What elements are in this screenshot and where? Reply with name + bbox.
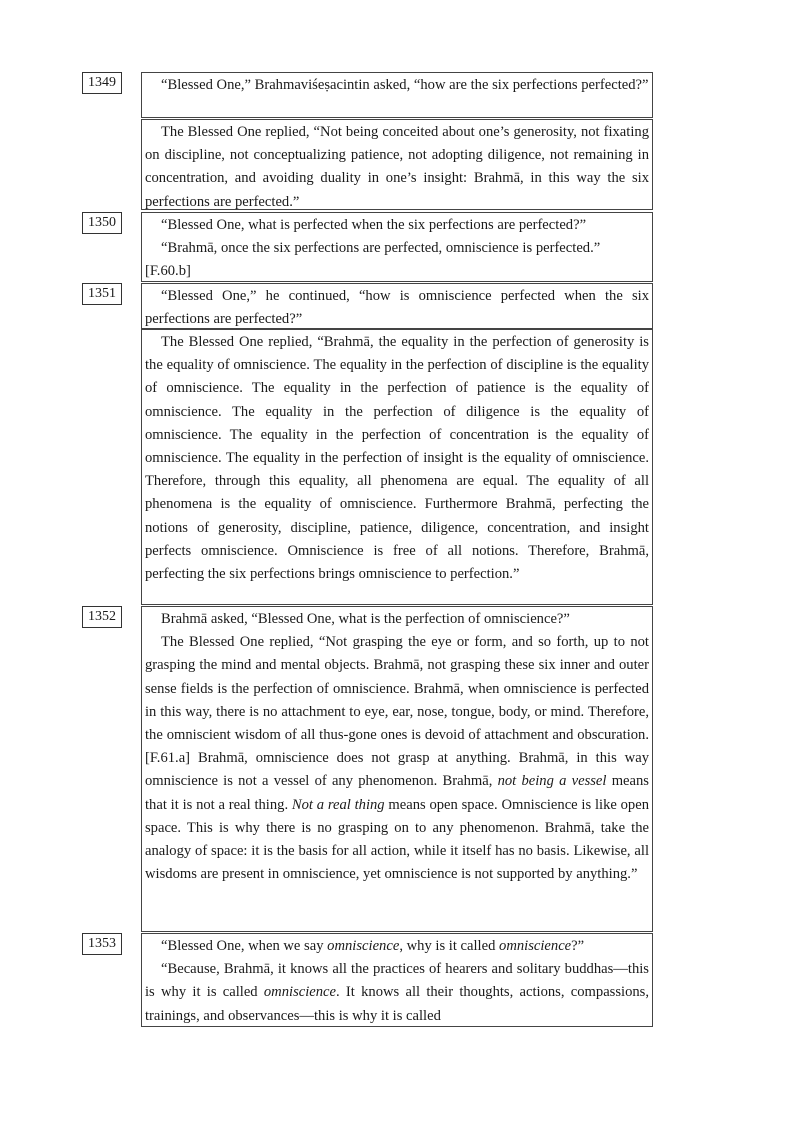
verse-paragraph: The Blessed One replied, “Not being conceited about one’s generosity, not fixating on discipline, not conceptualizing patience, not adopting diligence, not remaining in concentration, and avoiding duality in one’s insight: Brahmā, in this way the six perfections are perfected.”: [145, 124, 649, 210]
emphasis: omniscience: [263, 984, 337, 1001]
verse-block: [141, 72, 653, 118]
verse-number: 1353: [82, 933, 122, 955]
verse-number: 1350: [82, 212, 122, 234]
verse-block: [141, 606, 653, 932]
emphasis: omniscience: [327, 938, 400, 954]
emphasis: not being a vessel: [497, 773, 607, 790]
verse-paragraph: “Brahmā, once the six perfections are perfected, omniscience is perfected.”: [161, 240, 601, 257]
verse-block: [141, 119, 653, 210]
verse-block: [141, 329, 653, 605]
emphasis: Not a real thing: [291, 796, 385, 813]
verse-block: [141, 933, 653, 1027]
emphasis: omniscience: [499, 938, 572, 954]
verse-paragraph: “Blessed One, when we say omniscience, why is it called omniscience?”: [161, 938, 585, 954]
verse-paragraph: “Blessed One,” he continued, “how is omniscience perfected when the six perfections are perfected?”: [145, 288, 649, 328]
folio-marker: [F.60.b]: [145, 263, 191, 280]
verse-paragraph: “Blessed One,” Brahmaviśeṣacintin asked, “how are the six perfections perfected?”: [161, 77, 649, 93]
verse-block: [141, 212, 653, 282]
verse-number: 1349: [82, 72, 122, 94]
verse-block: [141, 283, 653, 329]
verse-number: 1351: [82, 283, 122, 305]
verse-paragraph: “Blessed One, what is perfected when the six perfections are perfected?”: [161, 217, 587, 233]
verse-paragraph: The Blessed One replied, “Not grasping the eye or form, and so forth, up to not grasping the mind and mental objects. Brahmā, not grasping these six inner and outer sense fields is the perfection of omniscience. Brahmā, when omniscience is perfected in this way, there is no attachment to eye, ear, nose, tongue, body, or mind. Therefore, the omniscient wisdom of all thus-gone ones is devoid of attachment and obscuration. [F.61.a] Brahmā, omniscience does not grasp at anything. Brahmā, in this way omniscience is not a vessel of any phenomenon. Brahmā, not being a vessel means that it is not a real thing. Not a real thing means open space. Omniscience is like open space. This is why there is no grasping on to any phenomenon. Brahmā, take the analogy of space: it is the basis for all action, while it itself has no basis. Likewise, all wisdoms are present in omniscience, yet omniscience is not supported by anything.”: [145, 634, 649, 883]
verse-paragraph: Brahmā asked, “Blessed One, what is the perfection of omniscience?”: [161, 611, 570, 627]
verse-paragraph: “Because, Brahmā, it knows all the practices of hearers and solitary buddhas—this is why it is called omniscience. It knows all their thoughts, actions, compassions, trainings, and observances—this is why it is called: [145, 961, 650, 1024]
verse-paragraph: The Blessed One replied, “Brahmā, the equality in the perfection of generosity is the equality of omniscience. The equality in the perfection of discipline is the equality of omniscience. The equality in the perfection of patience is the equality of omniscience. The equality in the perfection of diligence is the equality of omniscience. The equality in the perfection of concentration is the equality of omniscience. The equality in the perfection of insight is the equality of omniscience. Therefore, through this equality, all phenomena are equal. The equality of all phenomena is the equality of omniscience. Furthermore Brahmā, perfecting the notions of generosity, discipline, patience, diligence, concentration, and insight perfects omniscience. Omniscience is free of all notions. Therefore, Brahmā, perfecting the six perfections brings omniscience to perfection.”: [145, 334, 649, 583]
verse-number: 1352: [82, 606, 122, 628]
